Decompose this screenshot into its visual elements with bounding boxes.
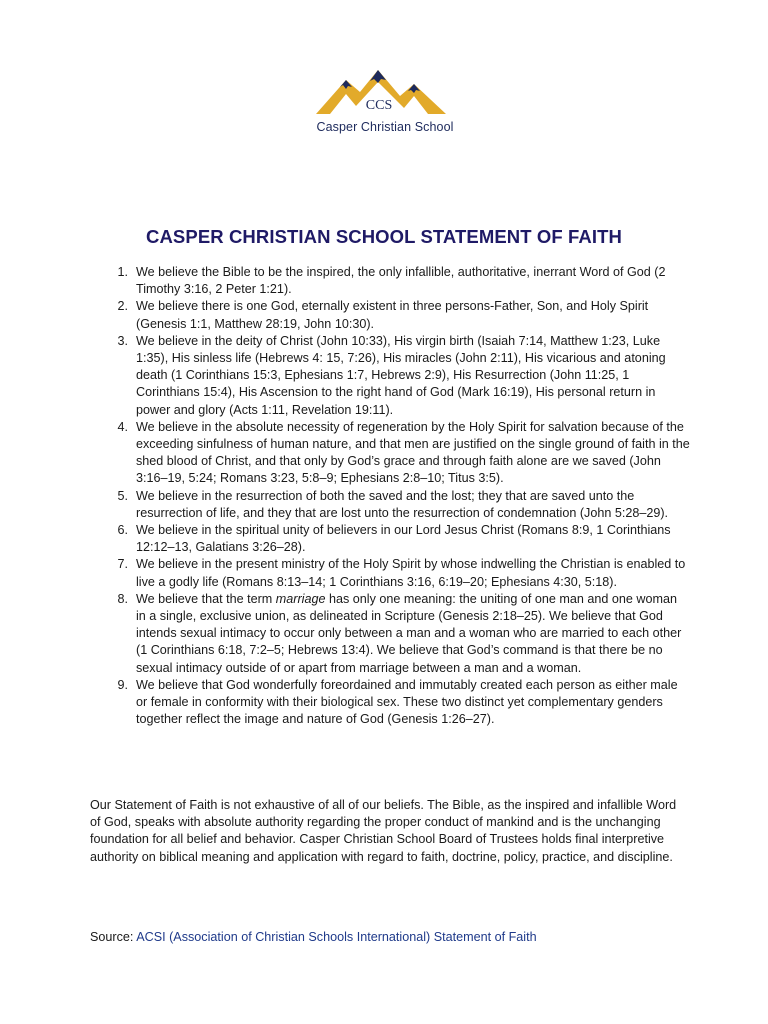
page-title: CASPER CHRISTIAN SCHOOL STATEMENT OF FAITH bbox=[146, 226, 622, 247]
item-text: We believe in the present ministry of the Holy Spirit by whose indwelling the Christian is enabled to live a godly life (Romans 8:13–14; 1 Corinthians 3:16, 6:19–20; Ephesians 4:30, 5:18). bbox=[136, 557, 686, 589]
list-item bbox=[90, 264, 690, 298]
list-item bbox=[90, 522, 690, 556]
item-text: We believe that God wonderfully foreordained and immutably created each person as either male or female in conformity with their biological sex. These two distinct yet complementary genders together reflect the image and nature of God (Genesis 1:26–27). bbox=[136, 677, 678, 727]
logo-school-name: Casper Christian School bbox=[316, 120, 454, 134]
source-link[interactable]: ACSI (Association of Christian Schools International) Statement of Faith bbox=[136, 930, 537, 944]
list-item bbox=[90, 677, 690, 729]
item-text: We believe in the deity of Christ (John 10:33), His virgin birth (Isaiah 7:14, Matthew 1:23, Luke 1:35), His sinless life (Hebrews 4: 15, 7:26), His miracles (John 2:11), His vicarious and atoning death (1 Corinthians 15:3, Ephesians 1:7, Hebrews 2:9), His Resurrection (John 11:25, 1 Corinthians 15:4), His Ascension to the right hand of God (Mark 16:19), His personal return in power and glory (Acts 1:11, Revelation 19:11). bbox=[136, 333, 666, 417]
item-number: 6. bbox=[117, 523, 128, 538]
item-number: 1. bbox=[117, 265, 128, 279]
item-number: 9. bbox=[117, 677, 128, 692]
item-text: We believe in the spiritual unity of believers in our Lord Jesus Christ (Romans 8:9, 1 Corinthians 12:12–13, Galatians 3:26–28). bbox=[136, 523, 671, 555]
list-item bbox=[90, 591, 690, 677]
item-text: We believe there is one God, eternally existent in three persons-Father, Son, and Holy Spirit (Genesis 1:1, Matthew 28:19, John 10:30). bbox=[136, 299, 649, 331]
source-line bbox=[90, 930, 537, 944]
item-text-after: has only one meaning: the uniting of one man and one woman in a single, exclusive union, as delineated in Scripture (Genesis 2:18–25). We believe that God intends sexual intimacy to occur only between a man and a woman who are married to each other (1 Corinthians 6:18, 7:2–5; Hebrews 13:4). We believe that God’s command is that there be no sexual intimacy outside of or apart from marriage between a man and a woman. bbox=[136, 591, 682, 675]
item-number: 3. bbox=[117, 333, 128, 348]
list-item bbox=[90, 298, 690, 332]
school-logo bbox=[300, 62, 470, 142]
item-text-before: We believe that the term bbox=[136, 591, 276, 606]
source-label: Source: bbox=[90, 930, 137, 944]
list-item bbox=[90, 419, 690, 488]
mountain-logo-icon bbox=[316, 62, 454, 120]
item-number: 5. bbox=[117, 488, 128, 503]
beliefs-list bbox=[90, 264, 690, 728]
item-text-italic: marriage bbox=[275, 591, 326, 606]
item-text: We believe in the resurrection of both the saved and the lost; they that are saved unto the resurrection of life, and they that are lost unto the resurrection of condemnation (John 5:28–29). bbox=[136, 488, 669, 520]
item-number: 2. bbox=[117, 299, 128, 314]
list-item bbox=[90, 556, 690, 590]
logo-initials: CCS bbox=[365, 98, 393, 113]
item-text: We believe the Bible to be the inspired, the only infallible, authoritative, inerrant Word of God (2 Timothy 3:16, 2 Peter 1:21). bbox=[136, 265, 666, 297]
item-number: 7. bbox=[117, 557, 128, 572]
item-text: We believe in the absolute necessity of regeneration by the Holy Spirit for salvation because of the exceeding sinfulness of human nature, and that men are justified on the single ground of faith in the shed blood of Christ, and that only by God’s grace and through faith alone are we saved (John 3:16–19, 5:24; Romans 3:23, 5:8–9; Ephesians 2:8–10; Titus 3:5). bbox=[136, 419, 690, 486]
item-number: 8. bbox=[117, 591, 128, 606]
list-item bbox=[90, 488, 690, 522]
item-number: 4. bbox=[117, 419, 128, 434]
closing-paragraph: Our Statement of Faith is not exhaustive of all of our beliefs. The Bible, as the inspired and infallible Word of God, speaks with absolute authority regarding the proper conduct of mankind and is the unchanging foundation for all belief and behavior. Casper Christian School Board of Trustees holds final interpretive authority on biblical meaning and application with regard to faith, doctrine, policy, practice, and discipline. bbox=[90, 798, 677, 864]
list-item bbox=[90, 333, 690, 419]
